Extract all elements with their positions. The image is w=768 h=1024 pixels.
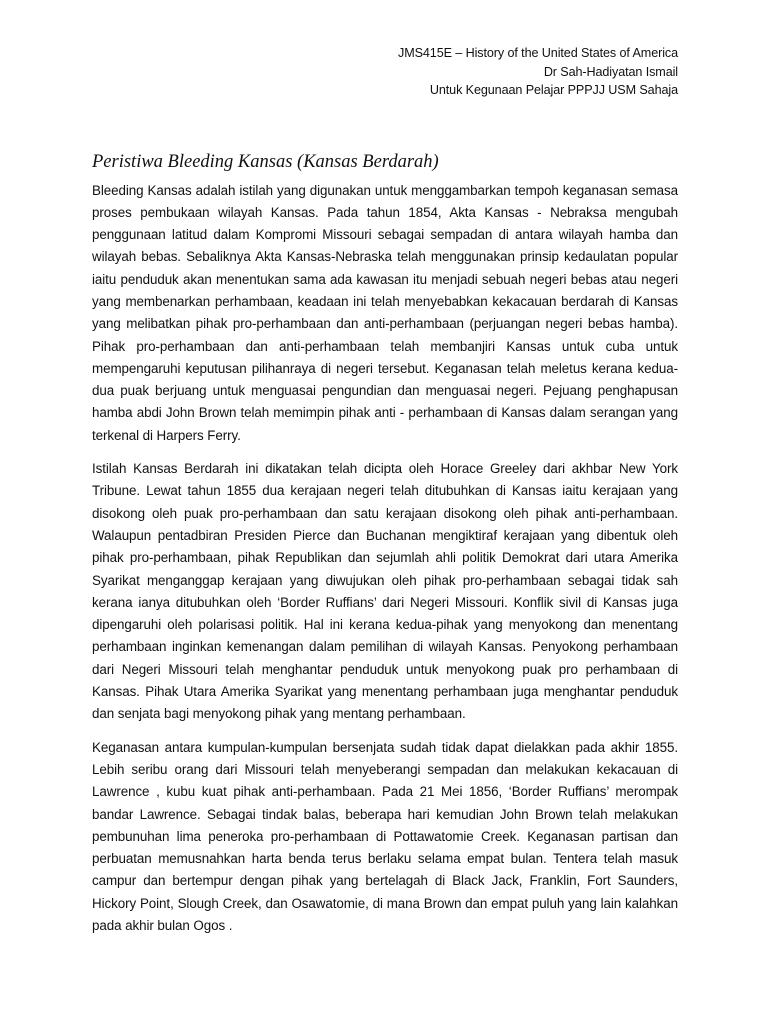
usage-note: Untuk Kegunaan Pelajar PPPJJ USM Sahaja [429,83,678,97]
course-title: JMS415E – History of the United States of America [398,46,678,60]
paragraph-2: Istilah Kansas Berdarah ini dikatakan telah dicipta oleh Horace Greeley dari akhbar New York Tribune. Lewat tahun 1855 dua kerajaan negeri telah ditubuhkan di Kansas iaitu kerajaan yang disokong oleh puak pro-perhambaan dan satu kerajaan disokong oleh pihak anti-perhambaan. Walaupun pentadbiran Presiden Pierce dan Buchanan mengiktiraf kerajaan yang dibentuk oleh pihak pro-perhambaan, pihak Republikan dan sejumlah ahli politik Demokrat dari utara Amerika Syarikat menganggap kerajaan yang diwujukan oleh pihak pro-perhambaan sebagai tidak sah kerana ianya ditubuhkan oleh ‘Border Ruffians’ dari Negeri Missouri. Konflik sivil di Kansas juga dipengaruhi oleh polarisasi politik. Hal ini kerana kedua-pihak yang menyokong dan menentang perhambaan inginkan kemenangan dalam pemilihan di wilayah Kansas. Penyokong perhambaan dari Negeri Missouri telah menghantar penduduk untuk menyokong puak pro perhambaan di Kansas. Pihak Utara Amerika Syarikat yang menentang perhambaan juga menghantar penduduk dan senjata bagi menyokong pihak yang mentang perhambaan. [92,461,678,722]
page-header [92,44,678,100]
paragraph-1: Bleeding Kansas adalah istilah yang digunakan untuk menggambarkan tempoh keganasan semasa proses pembukaan wilayah Kansas. Pada tahun 1854, Akta Kansas - Nebraksa mengubah penggunaan latitud dalam Kompromi Missouri sebagai sempadan di antara wilayah hamba dan wilayah bebas. Sebaliknya Akta Kansas-Nebraska telah menggunakan prinsip kedaulatan popular iaitu penduduk akan menentukan sama ada kawasan itu menjadi sebuah negeri bebas atau negeri yang membenarkan perhambaan, keadaan ini telah menyebabkan kekacauan berdarah di Kansas yang melibatkan pihak pro-perhambaan dan anti-perhambaan (perjuangan negeri bebas hamba). Pihak pro-perhambaan dan anti-perhambaan telah membanjiri Kansas untuk cuba untuk mempengaruhi keputusan pilihanraya di negeri tersebut. Keganasan telah meletus kerana kedua-dua puak berjuang untuk menguasai pengundian dan menguasai negeri. Pejuang penghapusan hamba abdi John Brown telah memimpin pihak anti - perhambaan di Kansas dalam serangan yang terkenal di Harpers Ferry. [92,182,678,443]
paragraph-3: Keganasan antara kumpulan-kumpulan bersenjata sudah tidak dapat dielakkan pada akhir 1855. Lebih seribu orang dari Missouri telah menyeberangi sempadan dan melakukan kekacauan di Lawrence , kubu kuat pihak anti-perhambaan. Pada 21 Mei 1856, ‘Border Ruffians’ merompak bandar Lawrence. Sebagai tindak balas, beberapa hari kemudian John Brown telah melakukan pembunuhan lima peneroka pro-perhambaan di Pottawatomie Creek. Keganasan partisan dan perbuatan memusnahkan harta benda terus berlaku selama empat bulan. Tentera telah masuk campur dan bertempur dengan pihak yang bertelagah di Black Jack, Franklin, Fort Saunders, Hickory Point, Slough Creek, dan Osawatomie, di mana Brown dan empat puluh yang lain kalahkan pada akhir bulan Ogos . [92,739,678,933]
document-title: Peristiwa Bleeding Kansas (Kansas Berdarah) [92,151,439,172]
lecturer-name: Dr Sah-Hadiyatan Ismail [543,64,678,79]
